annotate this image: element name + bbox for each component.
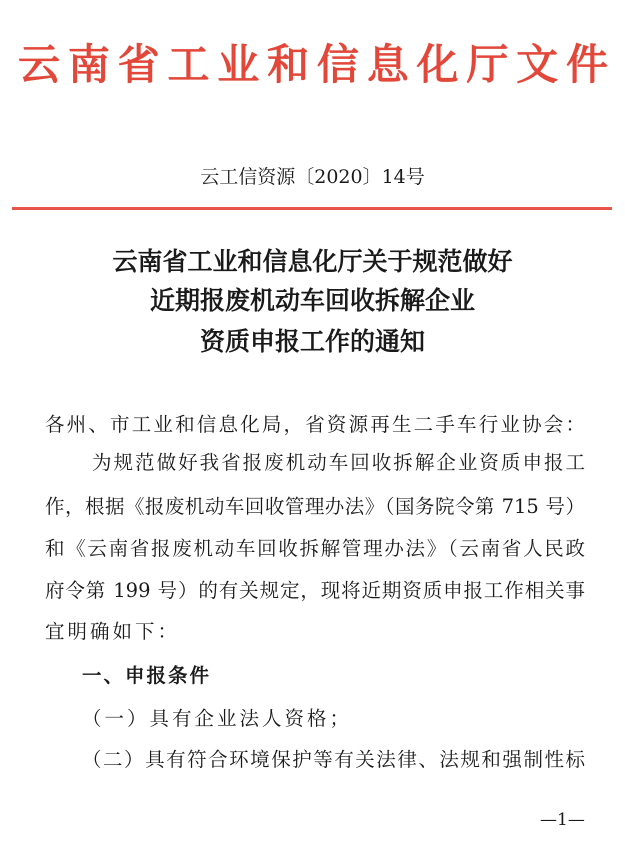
- paragraph-line: 和《云南省报废机动车回收拆解管理办法》（云南省人民政: [45, 537, 585, 560]
- red-divider: [12, 207, 612, 210]
- document-number: 云工信资源〔2020〕14号: [200, 166, 425, 188]
- paragraph-line: 作，根据《报废机动车回收管理办法》（国务院令第 715 号）: [45, 495, 585, 518]
- document-masthead: 云南省工业和信息化厅文件: [18, 40, 608, 89]
- list-item: （一）具有企业法人资格；: [82, 707, 353, 730]
- page-number: —1—: [540, 810, 585, 830]
- section-heading: 一、申报条件: [82, 664, 212, 687]
- addressee: 各州、市工业和信息化局，省资源再生二手车行业协会：: [45, 413, 585, 436]
- paragraph-line: 府令第 199 号）的有关规定，现将近期资质申报工作相关事: [45, 579, 585, 602]
- paragraph-line: 宜明确如下：: [45, 620, 181, 643]
- title-line-2: 近期报废机动车回收拆解企业: [149, 286, 475, 315]
- title-line-3: 资质申报工作的通知: [199, 327, 425, 356]
- paragraph-line: 为规范做好我省报废机动车回收拆解企业资质申报工: [92, 451, 585, 474]
- list-item: （二）具有符合环境保护等有关法律、法规和强制性标: [82, 748, 585, 771]
- title-line-1: 云南省工业和信息化厅关于规范做好: [112, 247, 513, 276]
